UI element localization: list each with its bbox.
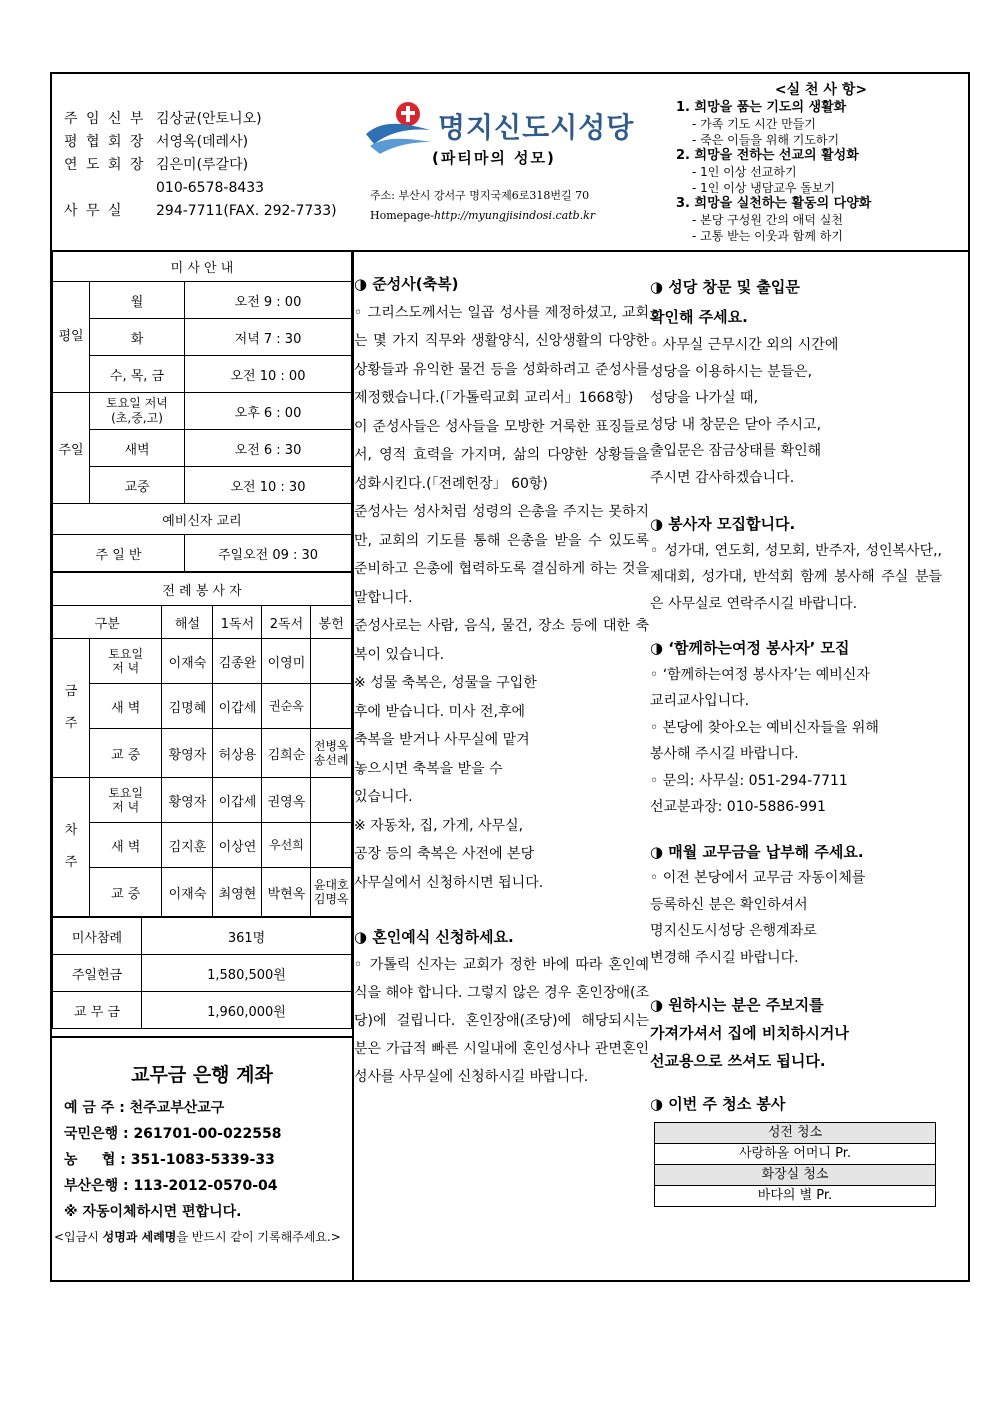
notice-body: ◦ 성가대, 연도회, 성모회, 반주자, 성인복사단,, 제대회, 성가대, 반석회 함께 봉사해 주실 분들은 사무실로 연락주시길 바랍니다. (650, 542, 942, 612)
bank-line: 예 금 주 : 천주교부산교구 (64, 1100, 225, 1116)
practice-sub: - 죽은 이들을 위해 기도하기 (692, 133, 840, 147)
server-mass: 새 벽 (90, 684, 162, 729)
server-cell: 권순옥 (262, 684, 311, 729)
stat-label: 미사참례 (53, 918, 142, 955)
church-name: 명지신도시성당 (438, 111, 635, 144)
server-mass: 교 중 (90, 729, 162, 778)
homepage: Homepage-http://myungjisindosi.catb.kr (370, 209, 596, 222)
staff-row: 연 도 회 장 김은미(루갈다) (64, 157, 249, 173)
servers-header: 구분 (53, 606, 162, 639)
right-column (650, 250, 942, 1207)
practice-item: 3. 희망을 실천하는 활동의 다양화 (676, 196, 872, 211)
server-cell: 김명혜 (162, 684, 213, 729)
bank-line: ※ 자동이체하시면 편합니다. (64, 1204, 242, 1220)
notice-title: ◑ 이번 주 청소 봉사 (650, 1095, 786, 1113)
server-cell: 이갑세 (213, 778, 262, 823)
catechumen-title: 예비신자 교리 (53, 504, 352, 535)
header (52, 74, 968, 252)
bank-title: 교무금 은행 계좌 (131, 1064, 273, 1086)
server-cell: 이영미 (262, 639, 311, 684)
bank-note: <입금시 성명과 세례명을 반드시 같이 기록해주세요.> (54, 1230, 341, 1244)
server-cell: 김지훈 (162, 823, 213, 868)
server-cell: 황영자 (162, 778, 213, 823)
practice-sub: - 가족 기도 시간 만들기 (692, 117, 816, 131)
server-cell: 허상용 (213, 729, 262, 778)
homepage-link[interactable]: http://myungjisindosi.catb.kr (434, 209, 596, 222)
server-cell: 우선희 (262, 823, 311, 868)
server-cell: 전병옥 송선례 (311, 729, 352, 778)
notice-body: ◦ 이전 본당에서 교무금 자동이체를 등록하신 분은 확인하셔서 명지신도시성당 은행계좌로 변경해 주시길 바랍니다. (650, 870, 866, 966)
mass-time: 오전 9 : 00 (185, 282, 352, 319)
server-cell: 윤대호 김명옥 (311, 868, 352, 917)
mass-time: 오전 10 : 30 (185, 467, 352, 504)
left-column (52, 250, 354, 1280)
stat-value: 1,960,000원 (142, 992, 352, 1029)
mass-day: 수, 목, 금 (90, 356, 185, 393)
bank-line: 농 협 : 351-1083-5339-33 (64, 1152, 275, 1168)
weekday-label: 평일 (53, 282, 90, 393)
notice-title: ◑ 봉사자 모집합니다. (650, 515, 796, 533)
notice-cleaning (650, 1091, 942, 1207)
stat-label: 교 무 금 (53, 992, 142, 1029)
server-mass: 토요일 저 녁 (90, 778, 162, 823)
address-block (370, 186, 595, 226)
stat-label: 주일헌금 (53, 955, 142, 992)
server-cell: 박현옥 (262, 868, 311, 917)
this-week-label: 금 주 (53, 639, 90, 778)
server-cell: 이재숙 (162, 868, 213, 917)
mass-day: 화 (90, 319, 185, 356)
notice-body: ◦ 가톨릭 신자는 교회가 정한 바에 따라 혼인예식을 해야 합니다. 그렇지 않은 경우 혼인장애(조당)에 걸립니다. 혼인장애(조당)에 해당되시는 분은 가급적 빠른 시일내에 혼인성사나 관면혼인성사를 사무실에 신청하시길 바랍니다. (354, 957, 649, 1085)
bank-accounts (52, 1036, 352, 1282)
notice-windows (650, 272, 942, 491)
practice-title: <실 천 사 항> (774, 82, 868, 98)
server-mass: 토요일 저 녁 (90, 639, 162, 684)
mass-time: 저녁 7 : 30 (185, 319, 352, 356)
address: 주소: 부산시 강서구 명지국제6로318번길 70 (370, 189, 590, 202)
mass-day: 월 (90, 282, 185, 319)
servers-header: 2독서 (262, 606, 311, 639)
practice-item: 2. 희망을 전하는 선교의 활성화 (676, 148, 859, 163)
notice-title: ◑ 원하시는 분은 주보지를 가져가셔서 집에 비치하시거나 선교용으로 쓰셔도 됩니다. (650, 996, 849, 1070)
wave-cross-logo-icon (364, 100, 434, 156)
cleaning-label: 성전 청소 (655, 1122, 936, 1143)
stat-value: 361명 (142, 918, 352, 955)
sunday-label: 주일 (53, 393, 90, 504)
server-cell (311, 639, 352, 684)
patron-name: (파티마의 성모) (432, 149, 556, 167)
staff-row: 평 협 회 장 서영옥(데레사) (64, 134, 249, 150)
cleaning-table (654, 1122, 936, 1207)
notice-bulletin (650, 991, 942, 1075)
practice-sub: - 본당 구성원 간의 애덕 실천 (692, 213, 843, 227)
mass-day: 토요일 저녁 (초,중,고) (90, 393, 185, 430)
catechumen-day: 주 일 반 (53, 535, 185, 572)
notice-dues (650, 839, 942, 972)
server-cell (311, 684, 352, 729)
stat-value: 1,580,500원 (142, 955, 352, 992)
server-cell: 이상연 (213, 823, 262, 868)
mass-day: 새벽 (90, 430, 185, 467)
servers-header: 1독서 (213, 606, 262, 639)
mass-schedule-title: 미 사 안 내 (53, 251, 352, 282)
cleaning-value: 사랑하올 어머니 Pr. (655, 1143, 936, 1164)
notice-title: ◑ ‘함께하는여정 봉사자’ 모집 (650, 639, 850, 657)
server-cell (311, 778, 352, 823)
servers-title: 전 례 봉 사 자 (53, 573, 352, 606)
practice-sub: - 1인 이상 냉담교우 돌보기 (692, 181, 836, 195)
servers-header: 해설 (162, 606, 213, 639)
mass-time: 오전 6 : 30 (185, 430, 352, 467)
notice-body: ◦ 사무실 근무시간 외의 시간에 성당을 이용하시는 분들은, 성당을 나가실 때, 성당 내 창문은 닫아 주시고, 출입문은 잠금상태를 확인해 주시면 감사하겠습니다. (650, 337, 839, 486)
practice-sub: - 1인 이상 선교하기 (692, 165, 797, 179)
bank-line: 국민은행 : 261701-00-022558 (64, 1126, 282, 1142)
server-cell: 권영옥 (262, 778, 311, 823)
mass-time: 오후 6 : 00 (185, 393, 352, 430)
liturgy-servers-table (52, 572, 352, 917)
server-cell: 김종완 (213, 639, 262, 684)
notice-volunteers (650, 511, 942, 617)
server-mass: 교 중 (90, 868, 162, 917)
server-cell: 이재숙 (162, 639, 213, 684)
bulletin-frame (50, 72, 970, 1282)
notice-body: ◦ ‘함께하는여정 봉사자’는 예비신자 교리교사입니다. ◦ 본당에 찾아오는 예비신자들을 위해 봉사해 주시길 바랍니다. ◦ 문의: 사무실: 051-294-7711 선교분과장: 010-5886-991 (650, 666, 879, 815)
next-week-label: 차 주 (53, 778, 90, 917)
notice-title: ◑ 혼인예식 신청하세요. (354, 928, 514, 946)
mass-time: 오전 10 : 00 (185, 356, 352, 393)
servers-header: 봉헌 (311, 606, 352, 639)
practice-list (676, 82, 966, 244)
catechumen-time: 주일오전 09 : 30 (185, 535, 352, 572)
notice-body: ◦ 그리스도께서는 일곱 성사를 제정하셨고, 교회는 몇 가지 직무와 생활양식, 신앙생활의 다양한 상황들과 유익한 물건 등을 성화하려고 준성사를 제정했습니다.(「가톨릭교회 교리서」1668항) 이 준성사들은 성사들을 모방한 거룩한 표징들로서, 영적 효력을 가지며, 삶의 다양한 상황들을 성화시킨다.(「전례헌장」 60항) 준성사는 성사처럼 성령의 은총을 주지는 못하지만, 교회의 기도를 통해 은총을 받을 수 있도록 준비하고 은총에 협력하도록 결심하게 하는 것을 말합니다. 준성사로는 사람, 음식, 물건, 장소 등에 대한 축복이 있습니다. ※ 성물 축복은, 성물을 구입한 후에 받습니다. 미사 전,후에 축복을 받거나 사무실에 맡겨 놓으시면 축복을 받을 수 있습니다. ※ 자동차, 집, 가게, 사무실, 공장 등의 축복은 사전에 본당 사무실에서 신청하시면 됩니다. (354, 304, 649, 891)
practice-item: 1. 희망을 품는 기도의 생활화 (676, 100, 847, 115)
server-cell: 김희순 (262, 729, 311, 778)
notice-sacramentals (354, 270, 649, 897)
mass-schedule-table (52, 250, 352, 572)
server-cell: 이갑세 (213, 684, 262, 729)
mass-day: 교중 (90, 467, 185, 504)
notice-wedding (354, 923, 649, 1091)
notice-journey (650, 635, 942, 821)
middle-column (354, 250, 649, 1091)
staff-row: 주 임 신 부 김상균(안토니오) (64, 111, 262, 127)
practice-sub: - 고통 받는 이웃과 함께 하기 (692, 229, 843, 243)
server-cell: 황영자 (162, 729, 213, 778)
notice-title: ◑ 성당 창문 및 출입문 확인해 주세요. (650, 278, 800, 326)
staff-row: 사 무 실 294-7711(FAX. 292-7733) (64, 203, 337, 219)
staff-row: 010-6578-8433 (156, 180, 265, 196)
cleaning-label: 화장실 청소 (655, 1164, 936, 1185)
server-cell: 최영현 (213, 868, 262, 917)
server-mass: 새 벽 (90, 823, 162, 868)
stats-table (52, 917, 352, 1029)
server-cell (311, 823, 352, 868)
cleaning-value: 바다의 별 Pr. (655, 1185, 936, 1206)
notice-title: ◑ 매월 교무금을 납부해 주세요. (650, 842, 864, 861)
staff-list (64, 108, 337, 223)
bank-line: 부산은행 : 113-2012-0570-04 (64, 1178, 278, 1194)
notice-title: ◑ 준성사(축복) (354, 275, 459, 293)
